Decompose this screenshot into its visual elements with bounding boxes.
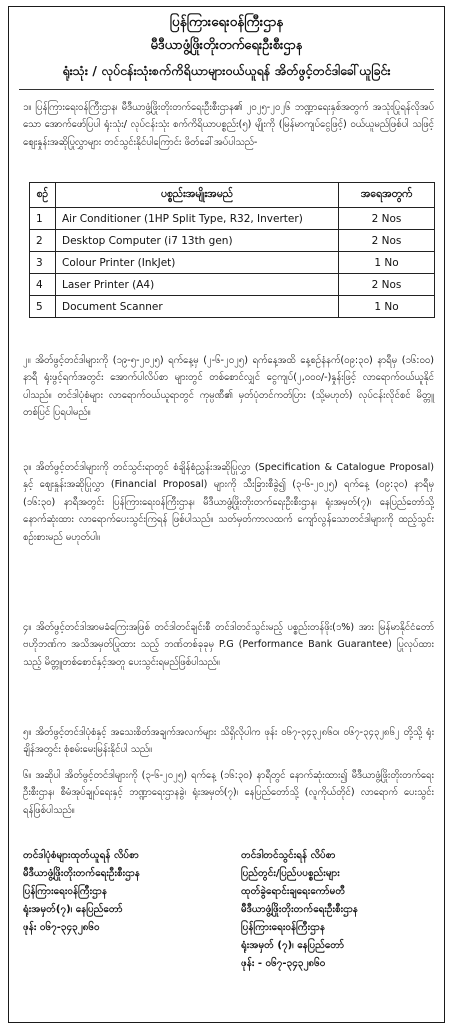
table-row bbox=[30, 208, 435, 230]
paragraph-2: ၂။ အိတ်ဖွင့်တင်ဒါများကို (၁၉-၅-၂၀၂၅) ရက်နေ့မှ (၂-၆-၂၀၂၅) ရက်နေ့အထိ နေ့စဉ်နံနက်(၀၉:၃၀) နာရီမှ (၁၆:၀၀) နာရီ ရုံးဖွင့်ရက်အတွင်း အောက်ပါလိပ်စာ များတွင် တစ်စောင်လျှင် ငွေကျပ်(၂,၀၀၀/-)နှုန်းဖြင့် လာရောက်ဝယ်ယူနိုင်ပါသည်။ တင်ဒါပုံစံများ လာရောက်ဝယ်ယူရာတွင် ကုမ္ပဏီ၏ မှတ်ပုံတင်ကတ်ပြား (သို့မဟုတ်) လုပ်ငန်းလိုင်စင် မိတ္တူတစ်ပြင် ပြရပါမည်။ bbox=[23, 355, 434, 419]
department-name: မီဒီယာဖွံ့ဖြိုးတိုးတက်ရေးဦးစီးဌာန bbox=[150, 38, 303, 53]
row-number: 5 bbox=[30, 296, 56, 318]
address-line: ရုံးအမှတ် (၇)၊ နေပြည်တော် bbox=[241, 940, 345, 951]
address-line: မီဒီယာဖွံ့ဖြိုးတိုးတက်ရေးဦးစီးဌာန bbox=[23, 868, 140, 879]
tender-submission-address bbox=[241, 847, 441, 973]
tender-form-address bbox=[23, 847, 223, 937]
table-header-row bbox=[30, 183, 435, 208]
column-header-item: ပစ္စည်းအမျိုးအမည် bbox=[56, 183, 339, 208]
item-name: Document Scanner bbox=[56, 296, 339, 318]
address-line: ပြန်ကြားရေးဝန်ကြီးဌာန bbox=[23, 886, 108, 897]
paragraph-3: ၃။ အိတ်ဖွင့်တင်ဒါများကို တင်သွင်းရာတွင် စံချိန်စံညွှန်းအဆိုပြုလွှာ (Specification & Catalogue Proposal) နှင့် ဈေးနှုန်းအဆိုပြုလွှာ (Financial Proposal) များကို သီးခြားစီခွဲ၍ (၃-၆-၂၀၂၅) ရက်နေ့ (၀၉:၃၀) နာရီမှ (၁၆:၃၀) နာရီအတွင်း ပြန်ကြားရေးဝန်ကြီးဌာန၊ မီဒီယာဖွံ့ဖြိုးတိုးတက်ရေးဦးစီးဌာန၊ ရုံးအမှတ်(၇)၊ နေပြည်တော်သို့ နောက်ဆုံးထား လာရောက်ပေးသွင်းကြရန် ဖြစ်ပါသည်။ သတ်မှတ်ကာလထက် ကျော်လွန်သောတင်ဒါများကို ထည့်သွင်း စဉ်းစားမည် မဟုတ်ပါ။ bbox=[23, 462, 434, 543]
address-line: ထုတ်ခွဲရောင်းချရေးကော်မတီ bbox=[241, 886, 346, 897]
item-name: Colour Printer (InkJet) bbox=[56, 252, 339, 274]
table-row bbox=[30, 252, 435, 274]
paragraph-1: ၁။ ပြန်ကြားရေးဝန်ကြီးဌာန၊ မီဒီယာဖွံ့ဖြိုးတိုးတက်ရေးဦးစီးဌာန၏ ၂၀၂၅-၂၀၂၆ ဘဏ္ဍာရေးနှစ်အတွက် အသုံးပြုရန်လိုအပ်သော အောက်ဖော်ပြပါ ရုံးသုံး/ လုပ်ငန်းသုံး စက်ကိရိယာပစ္စည်း(၅) မျိုးကို (မြန်မာကျပ်ငွေဖြင့်) ဝယ်ယူမည်ဖြစ်ပါ သဖြင့် ဈေးနှုန်းအဆိုပြုလွှာများ တင်သွင်းနိုင်ပါကြောင်း ဖိတ်ခေါ်အပ်ပါသည်- bbox=[23, 102, 434, 148]
item-quantity: 1 No bbox=[339, 252, 435, 274]
item-name: Laser Printer (A4) bbox=[56, 274, 339, 296]
address-line: မီဒီယာဖွံ့ဖြိုးတိုးတက်ရေးဦးစီးဌာန bbox=[241, 904, 358, 915]
address-line: ပြည်တွင်း/ပြည်ပပစ္စည်းများ bbox=[241, 868, 340, 879]
item-quantity: 2 Nos bbox=[339, 230, 435, 252]
address-line: ရုံးအမှတ်(၇)၊ နေပြည်တော် bbox=[23, 904, 123, 915]
paragraph-5: ၅။ အိတ်ဖွင့်တင်ဒါပုံစံနှင့် အသေးစိတ်အချက်အလက်များ သိရှိလိုပါက ဖုန်း ၀၆၇-၃၄၃၂၈၆၀၊ ၀၆၇-၃၄၃၂၈၆၂ တို့သို့ ရုံးချိန်အတွင်း စုံစမ်းမေးမြန်းနိုင်ပါ သည်။ bbox=[23, 727, 434, 756]
table-row bbox=[30, 296, 435, 318]
phone-line: ဖုန်း - ၀၆၇-၃၄၃၂၈၆၀ bbox=[241, 958, 326, 969]
phone-line: ဖုန်း ၀၆၇-၃၄၃၂၈၆၀ bbox=[23, 922, 100, 933]
notice-title: ရုံးသုံး / လုပ်ငန်းသုံးစက်ကိရိယာများဝယ်ယူရန် အိတ်ဖွင့်တင်ဒါခေါ်ယူခြင်း bbox=[62, 63, 391, 78]
row-number: 4 bbox=[30, 274, 56, 296]
paragraph-6: ၆။ အဆိုပါ အိတ်ဖွင့်တင်ဒါများကို (၃-၆-၂၀၂၅) ရက်နေ့ (၁၆:၃၀) နာရီတွင် နောက်ဆုံးထား၍ မီဒီယာဖွံ့ဖြိုးတိုးတက်ရေးဦးစီးဌာန၊ စီမံအုပ်ချုပ်ရေးနှင့် ဘဏ္ဍာရေးဌာနခွဲ၊ ရုံးအမှတ်(၇)၊ နေပြည်တော်သို့ (လူကိုယ်တိုင်) လာရောက် ပေးသွင်းရန်ဖြစ်ပါသည်။ bbox=[23, 770, 434, 816]
items-table bbox=[29, 182, 435, 318]
item-name: Air Conditioner (1HP Split Type, R32, Inverter) bbox=[56, 208, 339, 230]
title-divider bbox=[19, 89, 434, 90]
row-number: 3 bbox=[30, 252, 56, 274]
column-header-no: စဉ် bbox=[30, 183, 56, 208]
item-quantity: 1 No bbox=[339, 296, 435, 318]
table-row bbox=[30, 274, 435, 296]
address-line: ပြန်ကြားရေးဝန်ကြီးဌာန bbox=[241, 922, 326, 933]
row-number: 2 bbox=[30, 230, 56, 252]
column-header-qty: အရေအတွက် bbox=[339, 183, 435, 208]
address-line: တင်ဒါတင်သွင်းရန် လိပ်စာ bbox=[241, 850, 336, 861]
table-row bbox=[30, 230, 435, 252]
item-quantity: 2 Nos bbox=[339, 208, 435, 230]
address-line: တင်ဒါပုံစံများထုတ်ယူရန် လိပ်စာ bbox=[23, 850, 139, 861]
ministry-name: ပြန်ကြားရေးဝန်ကြီးဌာန bbox=[169, 14, 284, 30]
paragraph-4: ၄။ အိတ်ဖွင့်တင်ဒါအာမခံကြေးအဖြစ် တင်ဒါတင်ချင်းစီ တင်ဒါတင်သွင်းမည့် ပစ္စည်းတန်ဖိုး(၁%) အား မြန်မာနိုင်ငံတော်ဗဟိုဘဏ်က အသိအမှတ်ပြုထား သည့် ဘဏ်တစ်ခုခုမှ P.G (Performance Bank Guarantee) ပြုလုပ်ထားသည့် မိတ္တူတစ်စောင်နှင့်အတူ ပေးသွင်းရမည်ဖြစ်ပါသည်။ bbox=[23, 622, 434, 668]
tender-notice bbox=[8, 6, 445, 1023]
row-number: 1 bbox=[30, 208, 56, 230]
item-name: Desktop Computer (i7 13th gen) bbox=[56, 230, 339, 252]
item-quantity: 2 Nos bbox=[339, 274, 435, 296]
